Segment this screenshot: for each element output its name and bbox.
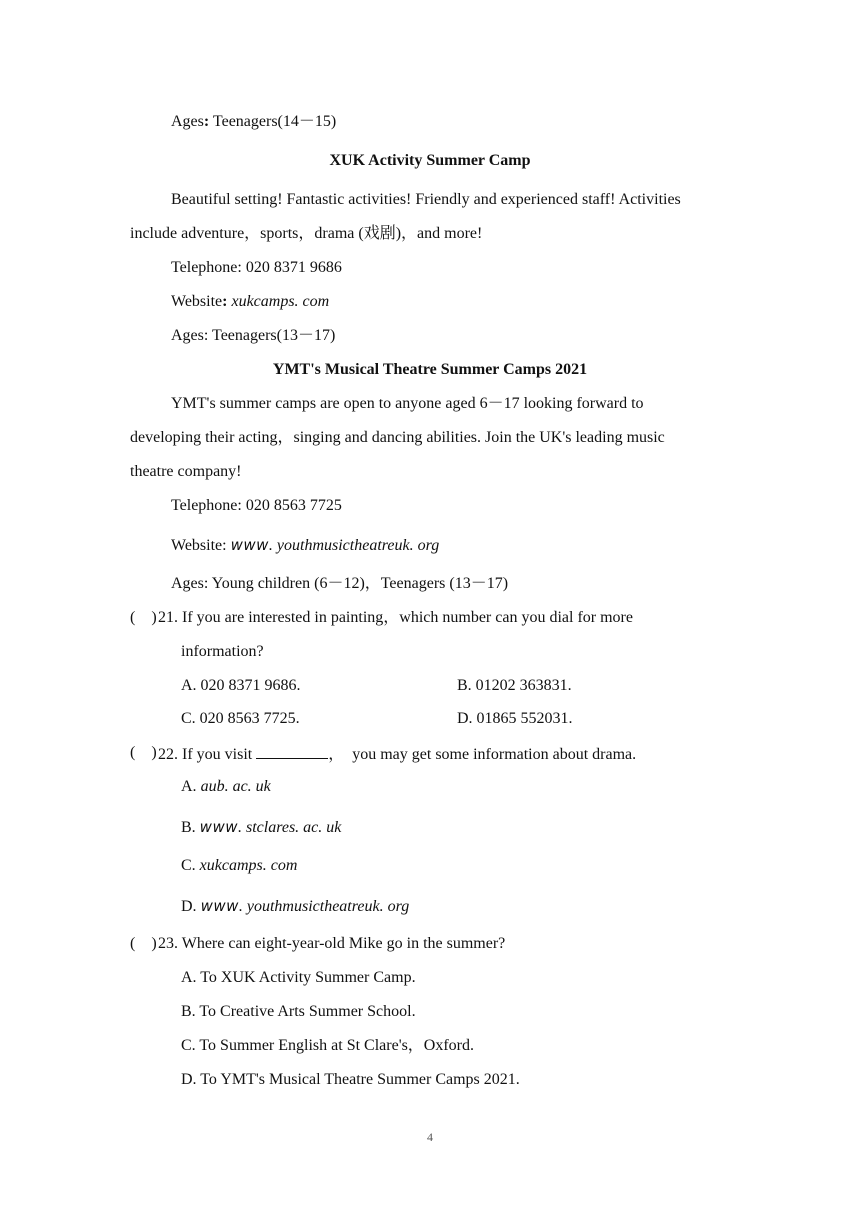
ymt-title: YMT's Musical Theatre Summer Camps 2021 xyxy=(272,361,588,378)
ymt-telephone: Telephone: 020 8563 7725 xyxy=(171,497,342,514)
q22-option-d-www: www xyxy=(200,897,239,915)
q22-option-a xyxy=(181,777,271,797)
ages-value: Teenagers(14－15) xyxy=(209,113,337,130)
xuk-website-colon: : xyxy=(222,293,228,310)
q22-stem-after: ， you may get some information about drama. xyxy=(328,746,637,763)
xuk-ages: Ages: Teenagers(13－17) xyxy=(171,327,336,344)
ymt-website xyxy=(171,535,439,556)
xuk-website xyxy=(171,292,329,312)
page-number: 4 xyxy=(427,1130,433,1144)
xuk-website-label: Website xyxy=(171,293,223,310)
xuk-telephone: Telephone: 020 8371 9686 xyxy=(171,259,342,276)
q22-option-a-label: A. xyxy=(181,778,201,795)
ages-label: Ages xyxy=(171,113,204,130)
xuk-description-line1: Beautiful setting! Fantastic activities! Friendly and experienced staff! Activities xyxy=(171,191,681,208)
q21-option-d: D. 01865 552031. xyxy=(457,710,573,727)
q22-option-b-www: www xyxy=(199,818,238,836)
ymt-website-label: Website: xyxy=(171,537,231,554)
q22-option-d-label: D. xyxy=(181,898,201,915)
q22-option-c xyxy=(181,856,297,876)
q22-option-b-rest: . stclares. ac. uk xyxy=(237,819,342,836)
q22-option-c-label: C. xyxy=(181,857,200,874)
q21-option-b: B. 01202 363831. xyxy=(457,677,572,694)
q22-bracket: ( ) xyxy=(130,744,157,761)
xuk-description-line2: include adventure，sports，drama (戏剧)，and more! xyxy=(130,225,483,242)
ymt-description-line1: YMT's summer camps are open to anyone aged 6－17 looking forward to xyxy=(171,395,644,412)
q22-option-d xyxy=(181,896,409,917)
q22-option-d-rest: . youthmusictheatreuk. org xyxy=(238,898,410,915)
q23-option-a: A. To XUK Activity Summer Camp. xyxy=(181,969,416,986)
q21-bracket: ( ) xyxy=(130,609,157,626)
q22-stem xyxy=(158,743,636,765)
q22-option-c-text: xukcamps. com xyxy=(199,857,298,874)
q23-bracket: ( ) xyxy=(130,935,157,952)
q21-stem-line1: 21. If you are interested in painting，which number can you dial for more xyxy=(158,609,633,626)
ages-colon: : xyxy=(203,113,210,130)
q22-option-b-label: B. xyxy=(181,819,200,836)
q23-option-d: D. To YMT's Musical Theatre Summer Camps 2021. xyxy=(181,1071,520,1088)
ymt-website-www: www xyxy=(230,536,269,554)
ages-line-top xyxy=(171,112,336,132)
q22-option-a-text: aub. ac. uk xyxy=(200,778,271,795)
ymt-website-rest: . youthmusictheatreuk. org xyxy=(268,537,440,554)
q23-stem: 23. Where can eight-year-old Mike go in the summer? xyxy=(158,935,506,952)
q21-option-c: C. 020 8563 7725. xyxy=(181,710,300,727)
xuk-website-url: xukcamps. com xyxy=(231,293,330,310)
xuk-title: XUK Activity Summer Camp xyxy=(329,152,531,169)
q22-stem-before: 22. If you visit xyxy=(158,746,257,763)
q21-option-a: A. 020 8371 9686. xyxy=(181,677,301,694)
q23-option-c: C. To Summer English at St Clare's，Oxford. xyxy=(181,1037,475,1054)
q23-option-b: B. To Creative Arts Summer School. xyxy=(181,1003,416,1020)
q22-option-b xyxy=(181,817,341,838)
ymt-description-line2: developing their acting，singing and dancing abilities. Join the UK's leading music xyxy=(130,429,665,446)
q21-stem-line2: information? xyxy=(181,643,264,660)
q22-answer-blank xyxy=(256,743,328,759)
ymt-description-line3: theatre company! xyxy=(130,463,242,480)
ymt-ages: Ages: Young children (6－12)，Teenagers (13－17) xyxy=(171,575,509,592)
